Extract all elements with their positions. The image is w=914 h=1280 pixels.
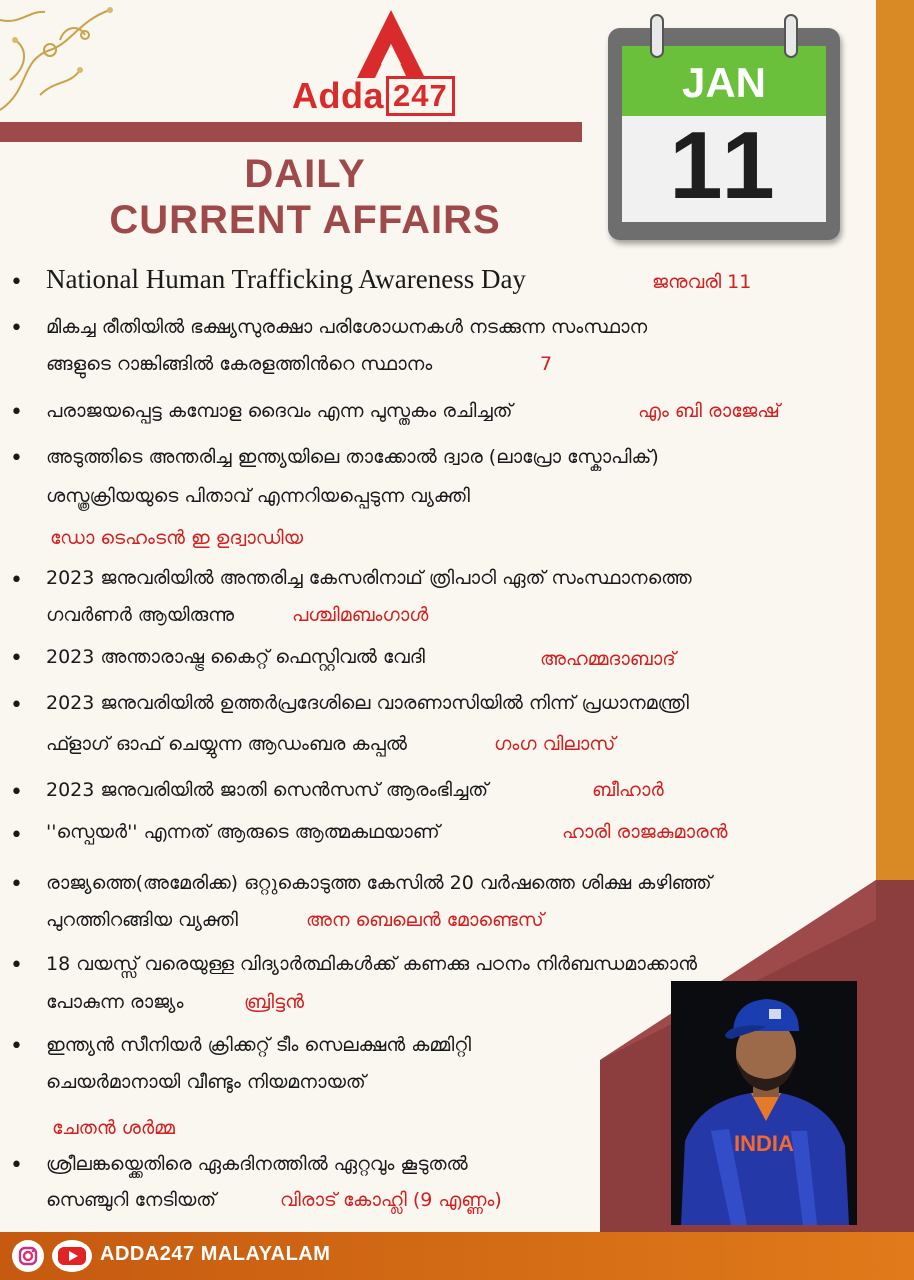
item-question: പോകുന്ന രാജ്യം (46, 991, 184, 1013)
item-question: മികച്ച രീതിയിൽ ഭക്ഷ്യസുരക്ഷാ പരിശോധനകൾ നടക്കുന്ന സംസ്ഥാന (46, 316, 648, 338)
bullet-icon: • (10, 270, 23, 295)
item-answer: ബീഹാർ (592, 779, 664, 801)
logo-number: 247 (386, 76, 455, 116)
header-bar (0, 122, 582, 142)
bullet-icon: • (10, 953, 23, 978)
youtube-icon[interactable] (52, 1240, 92, 1272)
item-question: ശസ്ത്രക്രിയയുടെ പിതാവ് എന്നറിയപ്പെടുന്ന വ്യക്തി (46, 485, 470, 507)
bullet-icon: • (10, 316, 23, 341)
bullet-icon: • (10, 823, 23, 848)
cricketer-photo (671, 981, 857, 1225)
item-question: ങ്ങളുടെ റാങ്കിങ്ങിൽ കേരളത്തിൻറെ സ്ഥാനം (46, 353, 433, 375)
bullet-icon: • (10, 400, 23, 425)
calendar-day: 11 (669, 112, 779, 219)
item-answer: അന ബെലെൻ മോണ്ടെസ് (306, 909, 544, 931)
bullet-icon: • (10, 446, 23, 471)
instagram-icon[interactable] (12, 1240, 44, 1272)
item-answer: ഡോ ടെഹംടൻ ഇ ഉദ്വാഡിയ (50, 527, 304, 549)
calendar-ring-left (650, 14, 664, 58)
calendar-icon (608, 28, 840, 240)
item-question: പരാജയപ്പെട്ട കമ്പോള ദൈവം എന്ന പുസ്തകം രചിച്ചത് (46, 400, 513, 422)
bullet-icon: • (10, 1034, 23, 1059)
item-question: പുറത്തിറങ്ങിയ വ്യക്തി (46, 909, 238, 931)
calendar-ring-right (784, 14, 798, 58)
item-question: 2023 ജനുവരിയിൽ ജാതി സെൻസസ് ആരംഭിച്ചത് (46, 779, 489, 801)
logo-word: Adda (292, 75, 384, 116)
adda-logo-icon (355, 8, 427, 80)
item-answer: ഗംഗ വിലാസ് (494, 733, 616, 755)
corner-ornament (0, 0, 120, 120)
bullet-icon: • (10, 646, 23, 671)
bullet-icon: • (10, 568, 23, 593)
item-answer: വിരാട് കോഹ്ലി (9 എണ്ണം) (280, 1189, 502, 1211)
item-question: 2023 ജനുവരിയിൽ ഉത്തർപ്രദേശിലെ വാരണാസിയിൽ നിന്ന് പ്രധാനമന്ത്രി (46, 692, 689, 714)
item-question: ''സ്പെയർ'' എന്നത് ആരുടെ ആത്മകഥയാണ് (46, 821, 440, 843)
brand-logo (292, 74, 455, 118)
item-answer: എം ബി രാജേഷ് (638, 400, 780, 422)
bullet-icon: • (10, 693, 23, 718)
item-question: ചെയർമാനായി വീണ്ടും നിയമനായത് (46, 1071, 366, 1093)
item-question: സെഞ്ചുറി നേടിയത് (46, 1189, 217, 1211)
item-question: അടുത്തിടെ അന്തരിച്ച ഇന്ത്യയിലെ താക്കോൽ ദ്വാര (ലാപ്രോ സ്കോപിക്) (46, 446, 659, 468)
side-stripe-maroon (876, 880, 914, 1232)
item-answer: ഹാരി രാജകുമാരൻ (562, 821, 728, 843)
item-answer: ചേതൻ ശർമ്മ (52, 1117, 175, 1139)
item-question: National Human Trafficking Awareness Day (46, 264, 526, 294)
item-question: ഫ്ളാഗ് ഓഫ് ചെയ്യുന്ന ആഡംബര കപ്പൽ (46, 733, 407, 755)
item-question: 18 വയസ്സ് വരെയുള്ള വിദ്യാർത്ഥികൾക്ക് കണക്കു പഠനം നിർബന്ധമാക്കാൻ (46, 953, 697, 975)
calendar-month: JAN (681, 59, 767, 106)
bullet-icon: • (10, 872, 23, 897)
item-question: ഗവർണർ ആയിരുന്നു (46, 604, 235, 626)
page-title-line1: DAILY (244, 152, 366, 196)
bullet-icon: • (10, 780, 23, 805)
item-answer: അഹമ്മദാബാദ് (540, 648, 676, 670)
jersey-text: INDIA (734, 1131, 794, 1156)
item-question: 2023 അന്താരാഷ്ട്ര കൈറ്റ് ഫെസ്റ്റിവൽ വേദി (46, 646, 425, 668)
item-answer: 7 (540, 353, 553, 375)
item-answer: ബ്രിട്ടൻ (244, 991, 305, 1013)
item-question: ശ്രീലങ്കയ്ക്കെതിരെ ഏകദിനത്തിൽ ഏറ്റവും കൂടുതൽ (46, 1153, 468, 1175)
page-title-line2: CURRENT AFFAIRS (109, 198, 501, 242)
item-answer: പശ്ചിമബംഗാൾ (292, 604, 429, 626)
footer-channel-label: ADDA247 MALAYALAM (100, 1243, 331, 1265)
bullet-icon: • (10, 1153, 23, 1178)
item-answer: ജനുവരി 11 (652, 271, 752, 293)
item-question: ഇന്ത്യൻ സീനിയർ ക്രിക്കറ്റ് ടീം സെലക്ഷൻ കമ്മിറ്റി (46, 1034, 471, 1056)
item-question: രാജ്യത്തെ(അമേരിക്ക) ഒറ്റുകൊടുത്ത കേസിൽ 20 വർഷത്തെ ശിക്ഷ കഴിഞ്ഞ് (46, 872, 712, 894)
item-question: 2023 ജനുവരിയിൽ അന്തരിച്ച കേസരിനാഥ് ത്രിപാഠി ഏത് സംസ്ഥാനത്തെ (46, 567, 692, 589)
